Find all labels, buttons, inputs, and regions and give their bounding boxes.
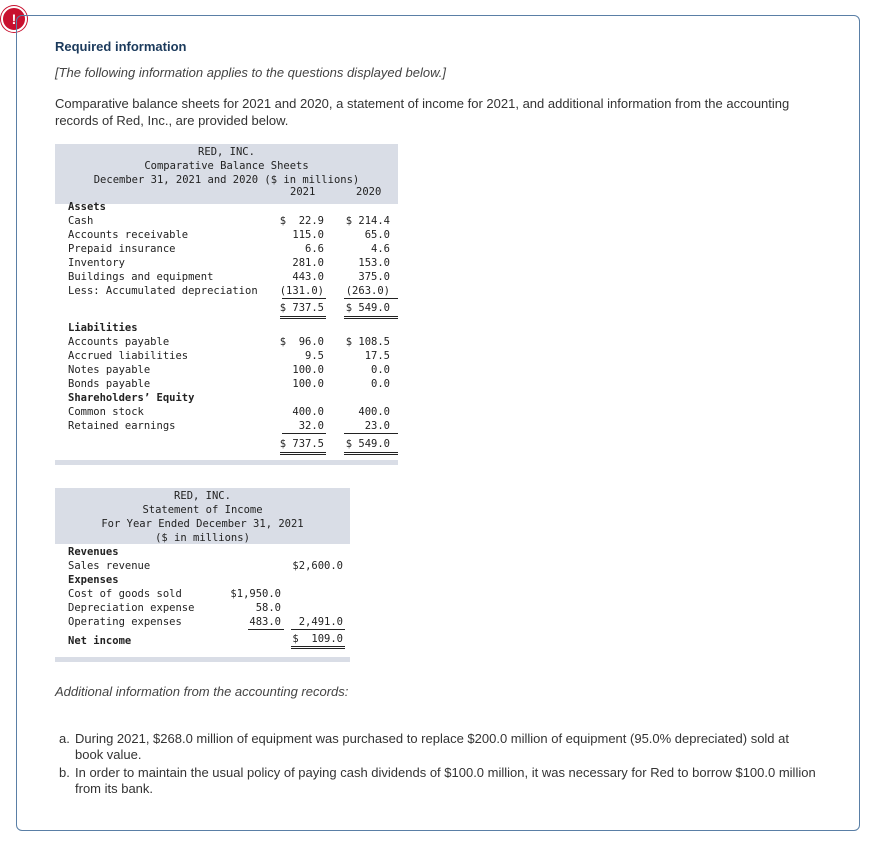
- equity-2021: 32.0: [298, 420, 324, 432]
- cogs-label: Cost of goods sold: [68, 588, 182, 600]
- asset-label: Cash: [68, 215, 94, 227]
- is-title: Statement of Income: [142, 504, 263, 516]
- assets-total-2020: $ 549.0: [345, 302, 390, 314]
- sales-value: $2,600.0: [292, 560, 343, 572]
- asset-2020: 65.0: [364, 229, 390, 241]
- additional-info-title: Additional information from the accounting records:: [55, 684, 349, 699]
- liability-2020: $ 108.5: [345, 336, 390, 348]
- net-income-value: $ 109.0: [292, 633, 343, 645]
- note-tag: a.: [59, 731, 70, 746]
- bs-year-2020: 2020: [356, 186, 382, 198]
- note-b: [59, 765, 819, 797]
- instruction-note: [The following information applies to the questions displayed below.]: [55, 65, 446, 80]
- liability-2021: 9.5: [305, 350, 324, 362]
- le-total-2020: $ 549.0: [345, 438, 390, 450]
- liability-2020: 0.0: [371, 378, 390, 390]
- underline: [282, 433, 326, 434]
- expenses-heading: Expenses: [68, 574, 119, 586]
- asset-2020: 375.0: [358, 271, 390, 283]
- cogs-value: $1,950.0: [230, 588, 281, 600]
- liability-label: Bonds payable: [68, 378, 151, 390]
- is-period: For Year Ended December 31, 2021: [101, 518, 304, 530]
- asset-2020: 153.0: [358, 257, 390, 269]
- required-info-title: Required information: [55, 39, 187, 54]
- note-text: During 2021, $268.0 million of equipment was purchased to replace $200.0 million of equipment (95.0% depreciated) sold at book value.: [75, 731, 789, 762]
- income-statement-bottom-bar: [55, 657, 350, 662]
- equity-2020: 400.0: [358, 406, 390, 418]
- underline: [291, 629, 345, 630]
- underline: [344, 298, 398, 299]
- double-underline: [344, 452, 398, 455]
- liability-2021: 100.0: [292, 378, 324, 390]
- liability-2020: 0.0: [371, 364, 390, 376]
- underline: [344, 433, 398, 434]
- liabilities-heading: Liabilities: [68, 322, 138, 334]
- bs-company: RED, INC.: [198, 146, 255, 158]
- net-income-label: Net income: [68, 635, 132, 647]
- asset-label: Accounts receivable: [68, 229, 189, 241]
- total-expenses-value: 2,491.0: [298, 616, 343, 628]
- asset-2021: 115.0: [292, 229, 324, 241]
- asset-label: Buildings and equipment: [68, 271, 214, 283]
- bs-year-2021: 2021: [290, 186, 316, 198]
- note-a: [59, 731, 819, 763]
- alert-icon: !: [1, 6, 27, 32]
- intro-text: Comparative balance sheets for 2021 and 2020, a statement of income for 2021, and additional information from the accounting records of Red, Inc., are provided below.: [55, 96, 790, 128]
- opex-value: 483.0: [249, 616, 281, 628]
- assets-heading: Assets: [68, 201, 106, 213]
- depreciation-value: 58.0: [255, 602, 281, 614]
- opex-label: Operating expenses: [68, 616, 182, 628]
- liability-label: Accrued liabilities: [68, 350, 189, 362]
- additional-info-list: [59, 731, 819, 799]
- note-tag: b.: [59, 765, 70, 780]
- equity-2020: 23.0: [364, 420, 390, 432]
- liability-2021: 100.0: [292, 364, 324, 376]
- bs-title: Comparative Balance Sheets: [144, 160, 309, 172]
- asset-label: Less: Accumulated depreciation: [68, 285, 258, 297]
- equity-label: Retained earnings: [68, 420, 176, 432]
- is-company: RED, INC.: [174, 490, 231, 502]
- asset-2021: 6.6: [305, 243, 324, 255]
- liability-label: Accounts payable: [68, 336, 170, 348]
- asset-2020: (263.0): [345, 285, 390, 297]
- asset-label: Prepaid insurance: [68, 243, 176, 255]
- bs-date: December 31, 2021 and 2020 ($ in millions): [93, 174, 360, 186]
- equity-heading: Shareholders’ Equity: [68, 392, 195, 404]
- asset-2020: 4.6: [371, 243, 390, 255]
- revenues-heading: Revenues: [68, 546, 119, 558]
- asset-2021: $ 22.9: [279, 215, 324, 227]
- note-text: In order to maintain the usual policy of paying cash dividends of $100.0 million, it was necessary for Red to borrow $100.0 million from its bank.: [75, 765, 816, 796]
- le-total-2021: $ 737.5: [279, 438, 324, 450]
- double-underline: [291, 646, 345, 649]
- liability-2021: $ 96.0: [279, 336, 324, 348]
- balance-sheet-bottom-bar: [55, 460, 398, 465]
- liability-2020: 17.5: [364, 350, 390, 362]
- asset-2020: $ 214.4: [345, 215, 390, 227]
- equity-2021: 400.0: [292, 406, 324, 418]
- underline: [248, 629, 284, 630]
- double-underline: [280, 316, 326, 319]
- assets-total-2021: $ 737.5: [279, 302, 324, 314]
- is-units: ($ in millions): [155, 532, 250, 544]
- depreciation-label: Depreciation expense: [68, 602, 195, 614]
- equity-label: Common stock: [68, 406, 144, 418]
- balance-sheet-header: [55, 144, 398, 204]
- asset-label: Inventory: [68, 257, 125, 269]
- asset-2021: 443.0: [292, 271, 324, 283]
- income-statement-header: [55, 488, 350, 544]
- asset-2021: 281.0: [292, 257, 324, 269]
- sales-label: Sales revenue: [68, 560, 151, 572]
- underline: [282, 298, 326, 299]
- double-underline: [280, 452, 326, 455]
- asset-2021: (131.0): [279, 285, 324, 297]
- double-underline: [344, 316, 398, 319]
- liability-label: Notes payable: [68, 364, 151, 376]
